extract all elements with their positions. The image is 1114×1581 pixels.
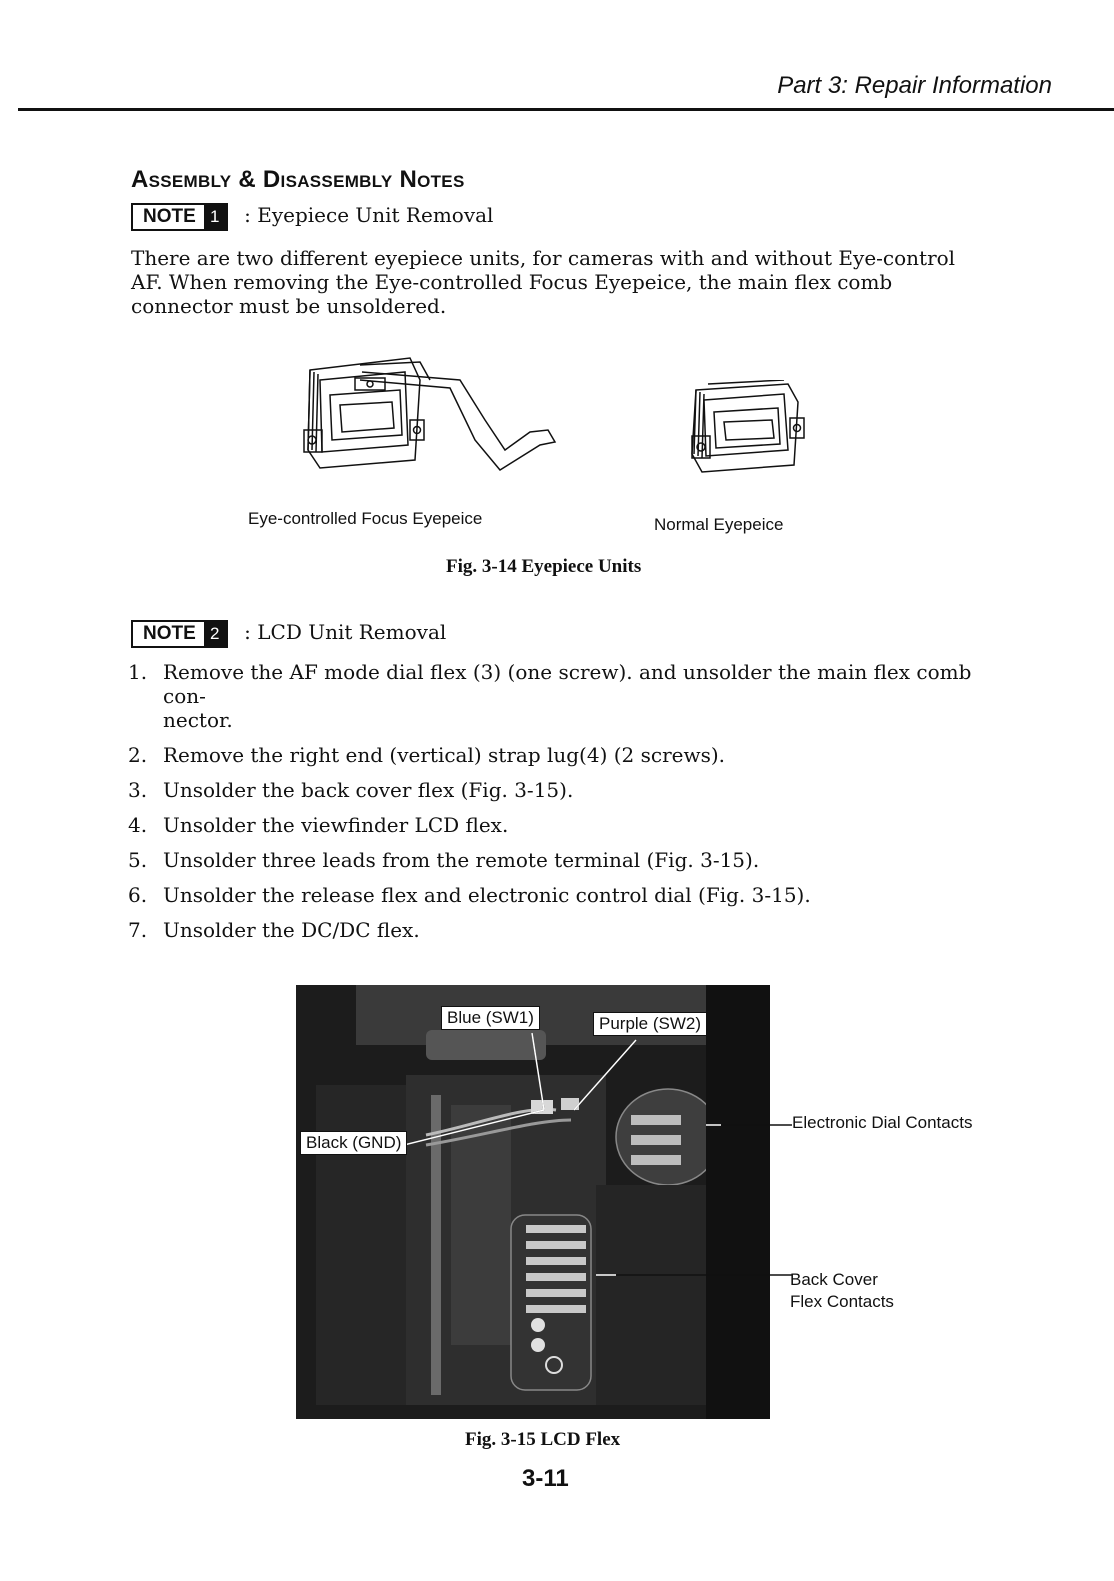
- label-back-cover-line1: Back Cover: [790, 1270, 878, 1289]
- step-item: [128, 813, 988, 837]
- step-number: 2.: [128, 743, 148, 767]
- step-number: 5.: [128, 848, 148, 872]
- figure-14-caption: Fig. 3-14 Eyepiece Units: [446, 556, 642, 577]
- step-text: Unsolder the back cover flex (Fig. 3-15).: [163, 778, 574, 802]
- note-1-title: : Eyepiece Unit Removal: [244, 203, 494, 227]
- step-number: 1.: [128, 660, 148, 684]
- step-number: 6.: [128, 883, 148, 907]
- label-blue-sw1: Blue (SW1): [441, 1006, 540, 1030]
- label-electronic-dial-contacts: Electronic Dial Contacts: [792, 1113, 973, 1132]
- note-2-badge: [131, 620, 228, 648]
- step-item: [128, 743, 988, 767]
- step-text: Unsolder the release flex and electronic control dial (Fig. 3-15).: [163, 883, 811, 907]
- figure-14-label-right: Normal Eyepeice: [654, 515, 784, 534]
- step-text: Unsolder the viewfinder LCD flex.: [163, 813, 509, 837]
- note-2-number: 2: [204, 622, 226, 646]
- step-text: Remove the right end (vertical) strap lug(4) (2 screws).: [163, 743, 726, 767]
- normal-eyepiece-drawing: [688, 380, 818, 475]
- figure-15-caption: Fig. 3-15 LCD Flex: [465, 1429, 621, 1450]
- step-text: Unsolder the DC/DC flex.: [163, 918, 420, 942]
- note-2-line: [131, 620, 446, 648]
- figure-15-callout-lines: [296, 985, 816, 1419]
- step-text-continued: nector.: [163, 708, 233, 732]
- step-item: [128, 918, 988, 942]
- step-number: 7.: [128, 918, 148, 942]
- header-divider: [18, 108, 1114, 111]
- step-item: [128, 883, 988, 907]
- note-1-line: [131, 203, 493, 231]
- page-number: 3-11: [522, 1465, 569, 1492]
- page-header-title: Part 3: Repair Information: [777, 72, 1052, 99]
- step-item: [128, 848, 988, 872]
- note-1-badge: [131, 203, 228, 231]
- lcd-removal-steps: [128, 660, 988, 942]
- note-2-badge-text: NOTE: [143, 623, 196, 644]
- step-number: 4.: [128, 813, 148, 837]
- step-item: [128, 660, 988, 732]
- section-heading: Assembly & Disassembly Notes: [131, 166, 465, 193]
- step-number: 3.: [128, 778, 148, 802]
- label-black-gnd: Black (GND): [300, 1131, 407, 1155]
- step-text: Remove the AF mode dial flex (3) (one screw). and unsolder the main flex comb con-: [163, 660, 972, 708]
- label-back-cover-line2: Flex Contacts: [790, 1292, 894, 1311]
- note-2-title: : LCD Unit Removal: [244, 620, 447, 644]
- figure-14-label-left: Eye-controlled Focus Eyepeice: [248, 509, 483, 528]
- note-1-badge-text: NOTE: [143, 206, 196, 227]
- label-purple-sw2: Purple (SW2): [593, 1012, 707, 1036]
- step-text: Unsolder three leads from the remote terminal (Fig. 3-15).: [163, 848, 760, 872]
- note-1-body: There are two different eyepiece units, for cameras with and without Eye-control AF. When removing the Eye-controlled Focus Eyepeice, the main flex comb connector must be unsoldered.: [131, 246, 956, 318]
- label-back-cover-flex-contacts: [790, 1269, 894, 1313]
- eye-controlled-eyepiece-drawing: [300, 350, 560, 480]
- note-1-number: 1: [204, 205, 226, 229]
- step-item: [128, 778, 988, 802]
